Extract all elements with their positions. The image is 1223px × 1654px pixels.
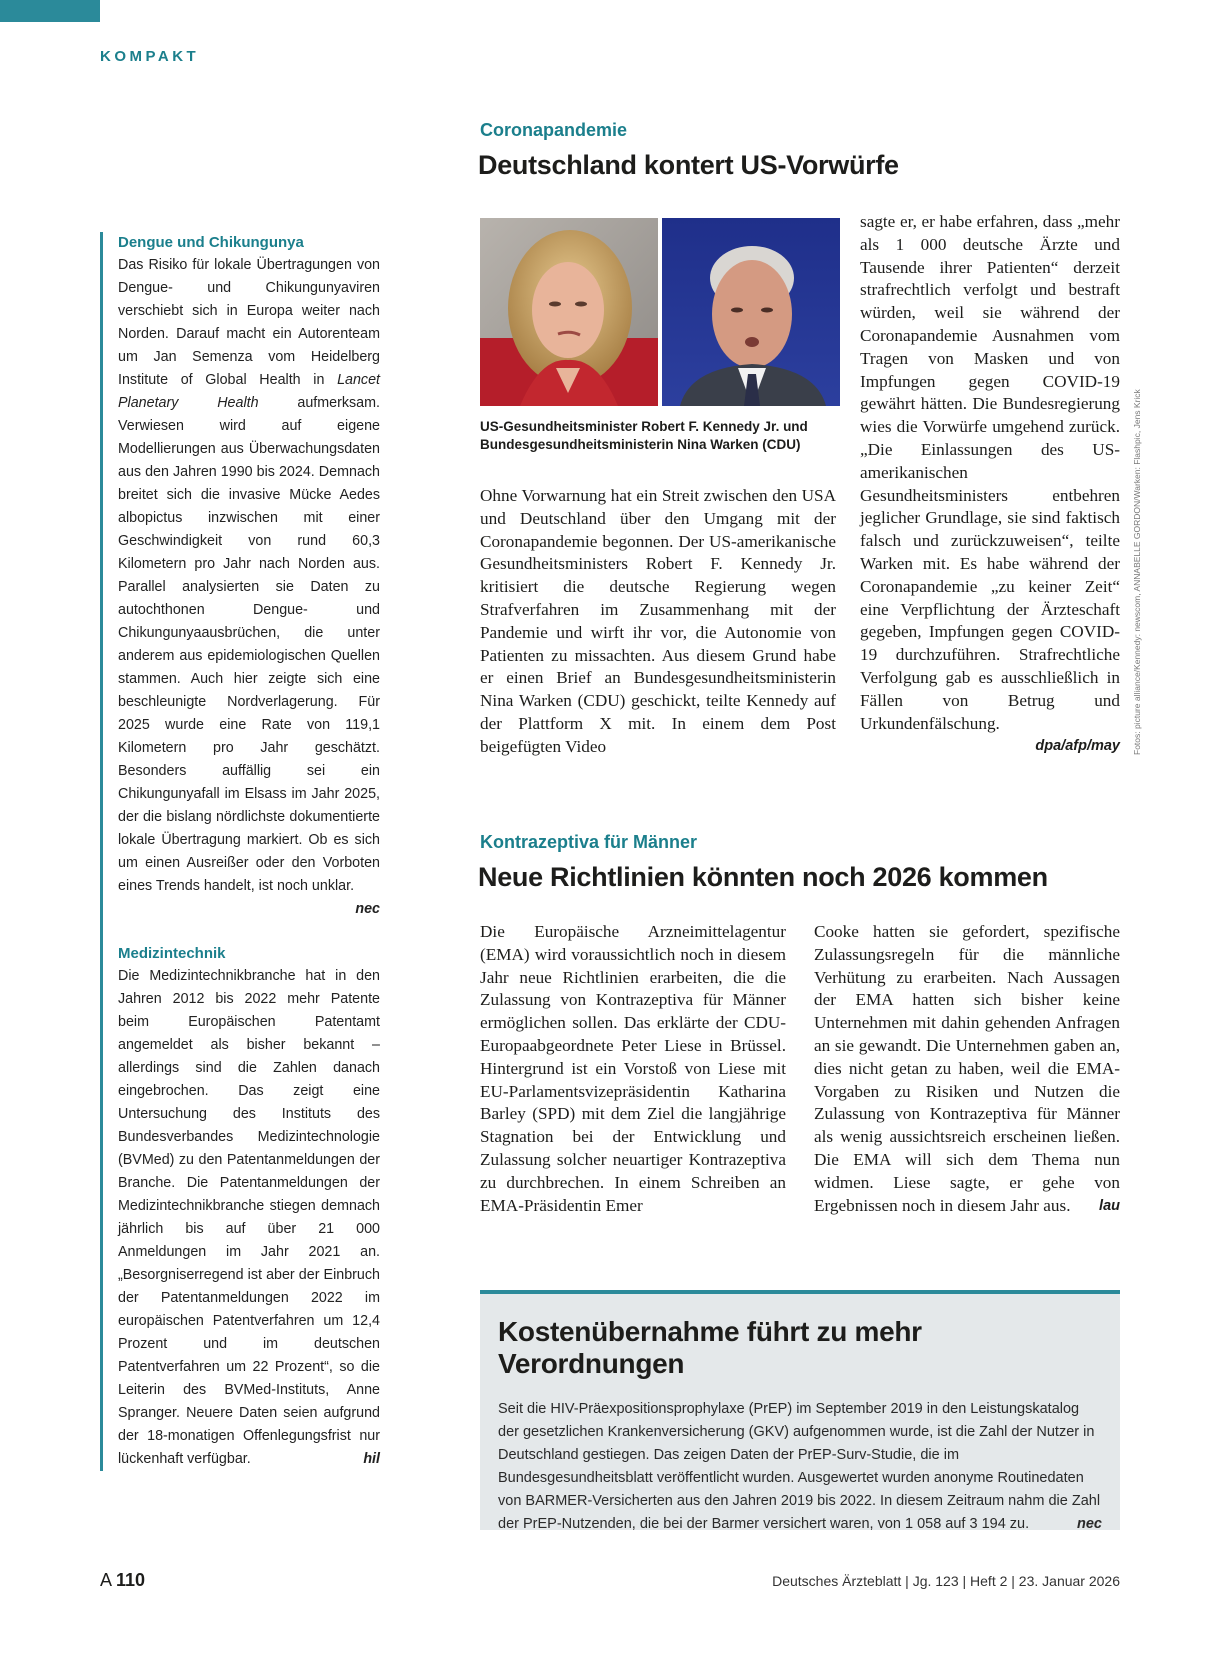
article2-column2: [814, 921, 1120, 1217]
journal-name: Lancet Planetary Health: [118, 372, 380, 411]
section-label: KOMPAKT: [100, 48, 200, 65]
dengue-text-part1: Das Risiko für lokale Übertragungen von Dengue- und Chikungunyaviren verschiebt sich in Europa weiter nach Norden. Darauf macht ein Autorenteam um Jan Semenza vom Heidelberg Institute of Global Health in: [118, 257, 380, 388]
article1-title: Deutschland kontert US-Vorwürfe: [478, 150, 899, 180]
photo-credit: Fotos: picture alliance/Kennedy: newscom, ANNABELLE GORDON/Warken: Flashpic, Jens Krick: [1132, 389, 1142, 755]
corner-accent-bar: [0, 0, 100, 22]
medizintechnik-text: Die Medizintechnikbranche hat in den Jahren 2012 bis 2022 mehr Patente beim Europäischen Patentamt angemeldet als bisher bekannt – allerdings sind die Zahlen danach eingebrochen. Das zeigt eine Untersuchung des Instituts des Bundesverbandes Medizintechnologie (BVMed) zu den Patentanmeldungen der Branche. Die Patentanmeldungen der Medizintechnikbranche stiegen demnach jährlich bis auf über 21 000 Anmeldungen im Jahr 2021 an. „Besorgniserregend ist aber der Einbruch der Patentanmeldungen 2022 im europäischen Patentverfahren um 12,4 Prozent und im deutschen Patentverfahren um 22 Prozent“, so die Leiterin des BVMed-Instituts, Anne Spranger. Neuere Daten seien aufgrund der 18-monatigen Offenlegungsfrist nur lückenhaft verfügbar.: [118, 968, 380, 1467]
author-signature: lau: [1099, 1197, 1120, 1214]
footer-publication-info: Deutsches Ärzteblatt | Jg. 123 | Heft 2 | 23. Januar 2026: [772, 1573, 1120, 1589]
page-number: [100, 1570, 145, 1591]
article1-column1: Ohne Vorwarnung hat ein Streit zwischen den USA und Deutschland über den Umgang mit der Coronapandemie begonnen. Der US-amerikanische Gesundheitsministers Robert F. Kennedy Jr. kritisiert die deutsche Regierung wegen Strafverfahren im Zusammenhang mit der Pandemie und wirft ihr vor, die Autonomie von Patienten zu missachten. Aus diesem Grund habe er einen Brief an Bundesgesundheitsministerin Nina Warken (CDU) geschickt, teilte Kennedy auf der Plattform X mit. In einem dem Post beigefügten Video: [480, 486, 836, 756]
dengue-text-part2: aufmerksam. Verwiesen wird auf eigene Modellierungen aus Überwachungsdaten aus den Jahren 1990 bis 2024. Demnach breitet sich die invasive Mücke Aedes albopictus inzwischen mit einer Geschwindigkeit von rund 60,3 Kilometern pro Jahr nach Norden aus. Parallel analysierten sie Daten zu autochthonen Dengue- und Chikungunyaausbrüchen, die unter anderem aus epidemiologischen Quellen stammen. Auch hier zeigte sich eine beschleunigte Nordverlagerung. Für 2025 wurde eine Rate von 119,1 Kilometern pro Jahr geschätzt. Besonders auffällig sei ein Chikungunyafall im Elsass im Jahr 2025, der die bislang nördlichste dokumentierte lokale Übertragung markiert. Ob es sich um einen Ausreißer oder den Vorboten eines Trends handelt, ist noch unklar.: [118, 395, 380, 894]
info-box-title: Kostenübernahme führt zu mehr Verordnungen: [498, 1316, 922, 1379]
article1-photo-caption: US-Gesundheitsminister Robert F. Kennedy Jr. und Bundesgesundheitsministerin Nina Warken (CDU): [480, 419, 808, 452]
article2-title: Neue Richtlinien könnten noch 2026 kommen: [478, 862, 1048, 892]
article2-column2-text: Cooke hatten sie gefordert, spezifische Zulassungsregeln für die männliche Verhütung zu erarbeiten. Nach Aussagen der EMA hatten sich bisher keine Unternehmen mit dahin gehenden Anfragen an sie gewandt. Die Unternehmen gaben an, dies nicht getan zu haben, weil die EMA-Vorgaben zu Risiken und Nutzen die Zulassung von Kontrazeptiva für Männer als wenig aussichtsreich erscheinen ließen. Die EMA will sich dem Thema nun widmen. Liese sagte, er gehe von Ergebnissen noch in diesem Jahr aus.: [814, 922, 1120, 1215]
sidebar-heading-dengue: Dengue und Chikungunya: [118, 234, 304, 251]
sidebar-text-medizintechnik: [118, 965, 380, 1471]
author-signature: nec: [355, 901, 380, 917]
article1-photo: [480, 218, 840, 406]
author-signature: dpa/afp/may: [1035, 738, 1120, 755]
article2-column1: Die Europäische Arzneimittelagentur (EMA) wird voraussichtlich noch in diesem Jahr neue Richtlinien erarbeiten, die die Zulassung von Kontrazeptiva für Männer ermöglichen sollen. Das erklärte der CDU-Europaabgeordnete Peter Liese in Brüssel. Hintergrund ist ein Vorstoß von Liese mit EU-Parlamentsvizepräsidentin Katharina Barley (SPD) mit dem Ziel die langjährige Stagnation bei der Entwicklung und Zulassung solcher neuartiger Kontrazeptiva zu durchbrechen. In einem Schreiben an EMA-Präsidentin Emer: [480, 922, 786, 1215]
article1-kicker: Coronapandemie: [480, 120, 628, 140]
page-number-value: 110: [116, 1570, 146, 1590]
info-box: [480, 1290, 1120, 1530]
sidebar-text-dengue: [118, 254, 380, 917]
portrait-photos-image: [480, 218, 840, 406]
article1-column2-text: sagte er, er habe erfahren, dass „mehr als 1 000 deutsche Ärzte und Tausende ihrer Patienten“ derzeit strafrechtlich verfolgt und bestraft würden, weil sie während der Coronapandemie Ausnahmen vom Tragen von Masken und von Impfungen gegen COVID-19 gewährt hätten. Die Bundesregierung wies die Vorwürfe umgehend zurück. „Die Einlassungen des US-amerikanischen Gesundheitsministers entbehren jeglicher Grundlage, sie sind faktisch falsch und zurückzuweisen“, teilte Warken mit. Es habe während der Coronapandemie „zu keiner Zeit“ eine Verpflichtung der Ärzteschaft gegeben, Impfungen gegen COVID-19 durchzuführen. Strafrechtliche Verfolgung gab es ausschließlich in Fällen von Betrug und Urkundenfälschung.: [860, 212, 1120, 733]
info-box-body: Seit die HIV-Präexpositionsprophylaxe (PrEP) im September 2019 in den Leistungskatalog der gesetzlichen Krankenversicherung (GKV) aufgenommen wurde, ist die Zahl der Nutzer in Deutschland gestiegen. Das zeigen Daten der PrEP-Surv-Studie, die im Bundesgesundheitsblatt veröffentlicht wurden. Ausgewertet wurden anonyme Routinedaten von BARMER-Versicherten aus den Jahren 2019 bis 2022. In diesem Zeitraum nahm die Zahl der PrEP-Nutzenden, die bei der Barmer versichert waren, von 1 058 auf 3 194 zu.: [498, 1401, 1101, 1532]
sidebar: [100, 232, 380, 1471]
article1-column2: [860, 211, 1120, 757]
sidebar-article-dengue: [118, 232, 380, 921]
info-box-text: [498, 1398, 1102, 1536]
author-signature: hil: [363, 1451, 380, 1467]
sidebar-article-medizintechnik: [118, 943, 380, 1471]
sidebar-heading-medizintechnik: Medizintechnik: [118, 945, 226, 962]
page-prefix: A: [100, 1570, 112, 1590]
article2-kicker: Kontrazeptiva für Männer: [480, 832, 698, 852]
author-signature: nec: [1077, 1516, 1102, 1532]
